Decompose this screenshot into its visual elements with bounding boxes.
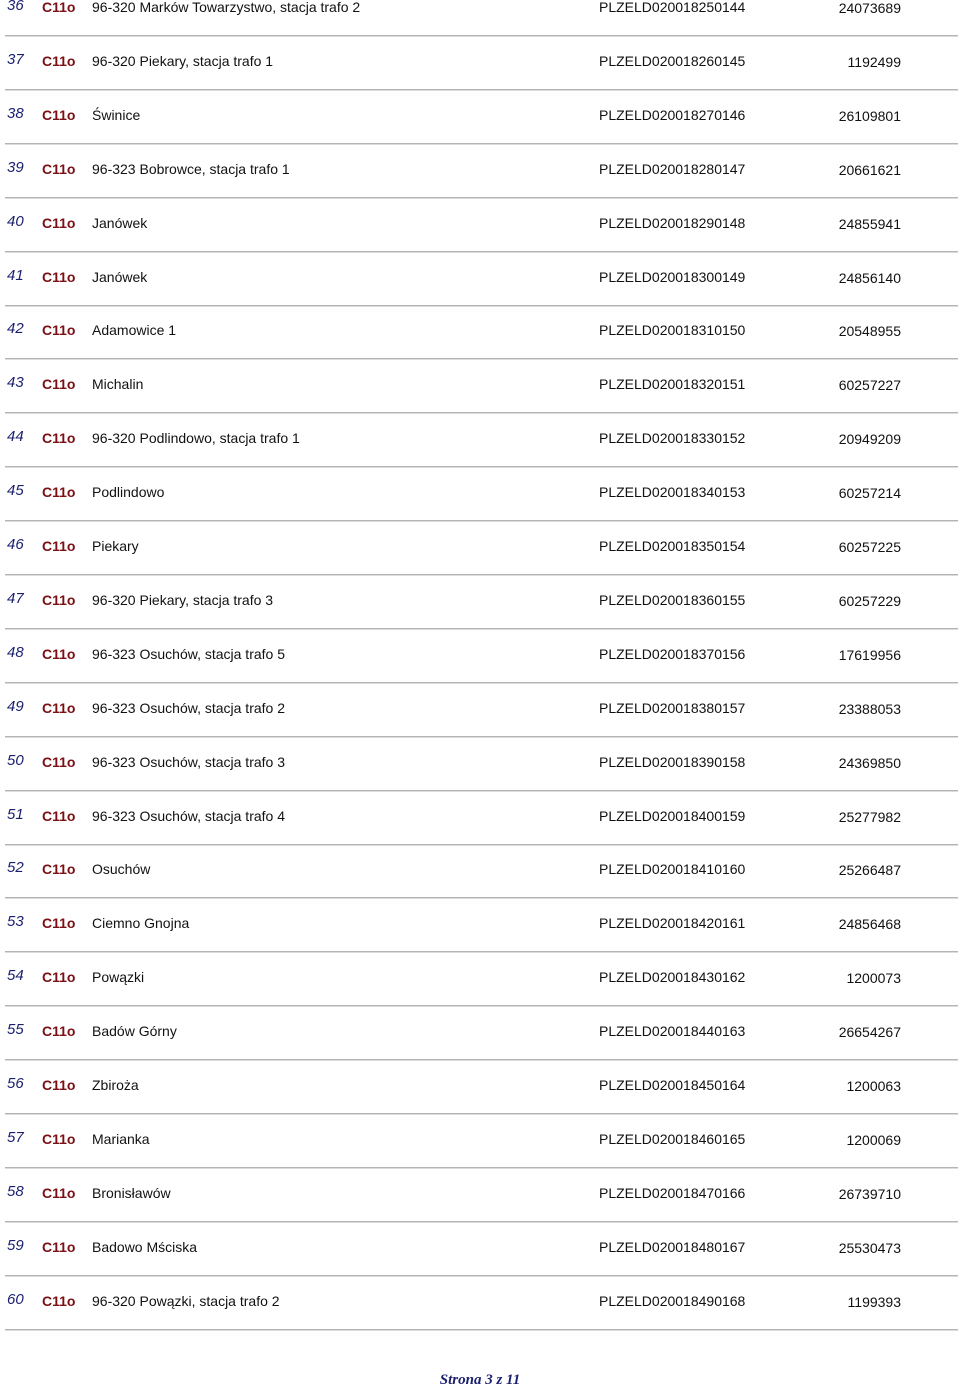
ppe-code: PLZELD020018490168: [599, 1292, 746, 1309]
meter-number: 1200069: [846, 1131, 901, 1148]
tariff-code: C11o: [42, 1292, 76, 1309]
row-number: 41: [7, 266, 24, 284]
location-name: Michalin: [92, 376, 144, 393]
row-number: 60: [7, 1290, 24, 1308]
row-number: 45: [7, 482, 24, 500]
row-number: 36: [7, 0, 24, 14]
ppe-code: PLZELD020018290148: [599, 214, 746, 231]
meter-number: 25277982: [838, 808, 901, 825]
row-number: 50: [7, 751, 24, 769]
location-name: Janówek: [92, 268, 148, 285]
table-row: [0, 1021, 960, 1078]
row-number: 59: [7, 1236, 24, 1254]
meter-number: 60257214: [838, 485, 901, 502]
location-name: Zbiroża: [92, 1077, 139, 1093]
tariff-code: C11o: [42, 591, 76, 608]
table-row: [0, 104, 960, 162]
meter-number: 26739710: [838, 1185, 901, 1202]
ppe-code: PLZELD020018420161: [599, 915, 746, 932]
ppe-code: PLZELD020018390158: [599, 753, 746, 770]
row-number: 46: [7, 536, 24, 553]
tariff-code: C11o: [42, 1238, 76, 1255]
row-number: 42: [7, 320, 24, 338]
location-name: 96-320 Piekary, stacja trafo 1: [92, 52, 274, 69]
meter-number: 1200063: [846, 1078, 901, 1094]
location-name: 96-323 Osuchów, stacja trafo 3: [92, 753, 285, 770]
ppe-code: PLZELD020018440163: [599, 1023, 746, 1040]
row-number: 37: [7, 50, 24, 68]
page-footer: [0, 1372, 960, 1388]
row-number: 52: [7, 859, 24, 877]
table-row: [0, 1290, 960, 1348]
tariff-code: C11o: [42, 430, 76, 447]
location-name: 96-320 Powązki, stacja trafo 2: [92, 1292, 280, 1309]
meter-number: 24856140: [838, 269, 901, 286]
ppe-code: PLZELD020018270146: [599, 106, 746, 123]
tariff-code: C11o: [42, 322, 76, 339]
ppe-code: PLZELD020018370156: [599, 645, 746, 662]
meter-number: 1192499: [847, 53, 901, 70]
meter-number: 20661621: [838, 161, 901, 178]
location-name: Podlindowo: [92, 484, 165, 501]
location-name: Ciemno Gnojna: [92, 915, 190, 932]
tariff-code: C11o: [42, 969, 76, 986]
tariff-code: C11o: [42, 52, 76, 69]
ppe-code: PLZELD020018260145: [599, 52, 746, 69]
meter-number: 26109801: [838, 107, 901, 124]
ppe-code: PLZELD020018320151: [599, 376, 746, 393]
row-number: 55: [7, 1021, 24, 1039]
row-number: 58: [7, 1182, 24, 1200]
location-name: Osuchów: [92, 861, 151, 878]
location-name: Piekary: [92, 538, 139, 554]
table-row: [0, 1236, 960, 1294]
tariff-code: C11o: [42, 915, 76, 932]
location-name: 96-323 Osuchów, stacja trafo 4: [92, 807, 285, 824]
table-row: [0, 913, 960, 970]
row-number: 49: [7, 697, 24, 715]
row-number: 47: [7, 589, 24, 607]
ppe-code: PLZELD020018280147: [599, 160, 746, 177]
table-row: [0, 428, 960, 485]
tariff-code: C11o: [42, 214, 76, 231]
meter-number: 26654267: [838, 1024, 901, 1041]
table-row: [0, 859, 960, 916]
row-number: 56: [7, 1075, 24, 1092]
meter-number: 25266487: [838, 862, 901, 879]
location-name: Badów Górny: [92, 1023, 177, 1040]
meter-number: 60257225: [838, 539, 901, 555]
meter-number: 20548955: [838, 323, 901, 340]
ppe-code: PLZELD020018480167: [599, 1238, 746, 1255]
table-row: [0, 266, 960, 324]
tariff-code: C11o: [42, 645, 76, 662]
location-name: Świnice: [92, 106, 141, 123]
tariff-code: C11o: [42, 1184, 76, 1201]
table-row: [0, 50, 960, 108]
row-number: 39: [7, 158, 24, 176]
meter-number: 24855941: [838, 215, 901, 232]
row-number: 40: [7, 212, 24, 230]
location-name: Janówek: [92, 214, 148, 231]
tariff-code: C11o: [42, 861, 76, 878]
meter-number: 60257229: [838, 592, 901, 609]
ppe-code: PLZELD020018380157: [599, 699, 746, 716]
table-row: [0, 1128, 960, 1186]
ppe-code: PLZELD020018400159: [599, 807, 746, 824]
tariff-code: C11o: [42, 538, 76, 554]
table-row: [0, 697, 960, 755]
row-number: 54: [7, 967, 24, 985]
meter-number: 24856468: [838, 916, 901, 933]
meter-number: 25530473: [838, 1239, 901, 1256]
ppe-code: PLZELD020018300149: [599, 268, 746, 285]
location-name: Badowo Mściska: [92, 1238, 198, 1255]
location-name: Powązki: [92, 969, 145, 986]
row-number: 53: [7, 913, 24, 931]
table-row: [0, 212, 960, 270]
table-row: [0, 482, 960, 539]
table-row: [0, 1182, 960, 1240]
tariff-code: C11o: [42, 484, 76, 501]
table-row: [0, 320, 960, 377]
row-number: 38: [7, 104, 24, 122]
ppe-code: PLZELD020018460165: [599, 1130, 746, 1147]
tariff-code: C11o: [42, 1023, 76, 1040]
row-number: 51: [7, 805, 24, 823]
table-row: [0, 967, 960, 1024]
page-number: Strona 3 z 11: [439, 1372, 521, 1388]
ppe-code: PLZELD020018410160: [599, 861, 746, 878]
tariff-code: C11o: [42, 268, 76, 285]
ppe-code: PLZELD020018350154: [599, 538, 746, 554]
tariff-code: C11o: [42, 160, 76, 177]
ppe-code: PLZELD020018250144: [599, 0, 746, 15]
table-row: [0, 751, 960, 809]
location-name: 96-323 Osuchów, stacja trafo 5: [92, 645, 285, 662]
tariff-code: C11o: [42, 1130, 76, 1147]
location-name: 96-323 Bobrowce, stacja trafo 1: [92, 160, 290, 177]
ppe-code: PLZELD020018430162: [599, 969, 746, 986]
table-row: [0, 589, 960, 647]
tariff-code: C11o: [42, 1077, 76, 1093]
ppe-code: PLZELD020018470166: [599, 1184, 746, 1201]
tariff-code: C11o: [42, 0, 76, 15]
location-name: Bronisławów: [92, 1184, 171, 1201]
ppe-code: PLZELD020018330152: [599, 430, 746, 447]
table-row: [0, 374, 960, 431]
ppe-code: PLZELD020018340153: [599, 484, 746, 501]
meter-number: 17619956: [838, 646, 901, 663]
tariff-code: C11o: [42, 753, 76, 770]
location-name: 96-320 Marków Towarzystwo, stacja trafo 2: [92, 0, 361, 15]
ppe-code: PLZELD020018310150: [599, 322, 746, 339]
row-number: 48: [7, 643, 24, 661]
row-number: 57: [7, 1128, 24, 1146]
meter-number: 1199393: [847, 1293, 901, 1310]
meter-number: 23388053: [838, 700, 901, 717]
meter-number: 24369850: [838, 754, 901, 771]
location-name: 96-320 Podlindowo, stacja trafo 1: [92, 430, 300, 447]
table-row: [0, 158, 960, 216]
ppe-code: PLZELD020018360155: [599, 591, 746, 608]
row-number: 43: [7, 374, 24, 392]
table-row: [0, 0, 960, 54]
location-name: 96-323 Osuchów, stacja trafo 2: [92, 699, 285, 716]
table-row: [0, 1075, 960, 1132]
table-row: [0, 536, 960, 593]
tariff-code: C11o: [42, 807, 76, 824]
tariff-code: C11o: [42, 106, 76, 123]
table-row: [0, 805, 960, 863]
meter-number: 20949209: [838, 431, 901, 448]
row-number: 44: [7, 428, 24, 446]
tariff-code: C11o: [42, 699, 76, 716]
meter-number: 24073689: [838, 0, 901, 16]
meter-number: 60257227: [838, 377, 901, 394]
location-name: Adamowice 1: [92, 322, 177, 339]
meter-number: 1200073: [846, 970, 901, 987]
location-name: Marianka: [92, 1130, 150, 1147]
tariff-code: C11o: [42, 376, 76, 393]
ppe-code: PLZELD020018450164: [599, 1077, 746, 1093]
location-name: 96-320 Piekary, stacja trafo 3: [92, 591, 274, 608]
table-row: [0, 643, 960, 701]
